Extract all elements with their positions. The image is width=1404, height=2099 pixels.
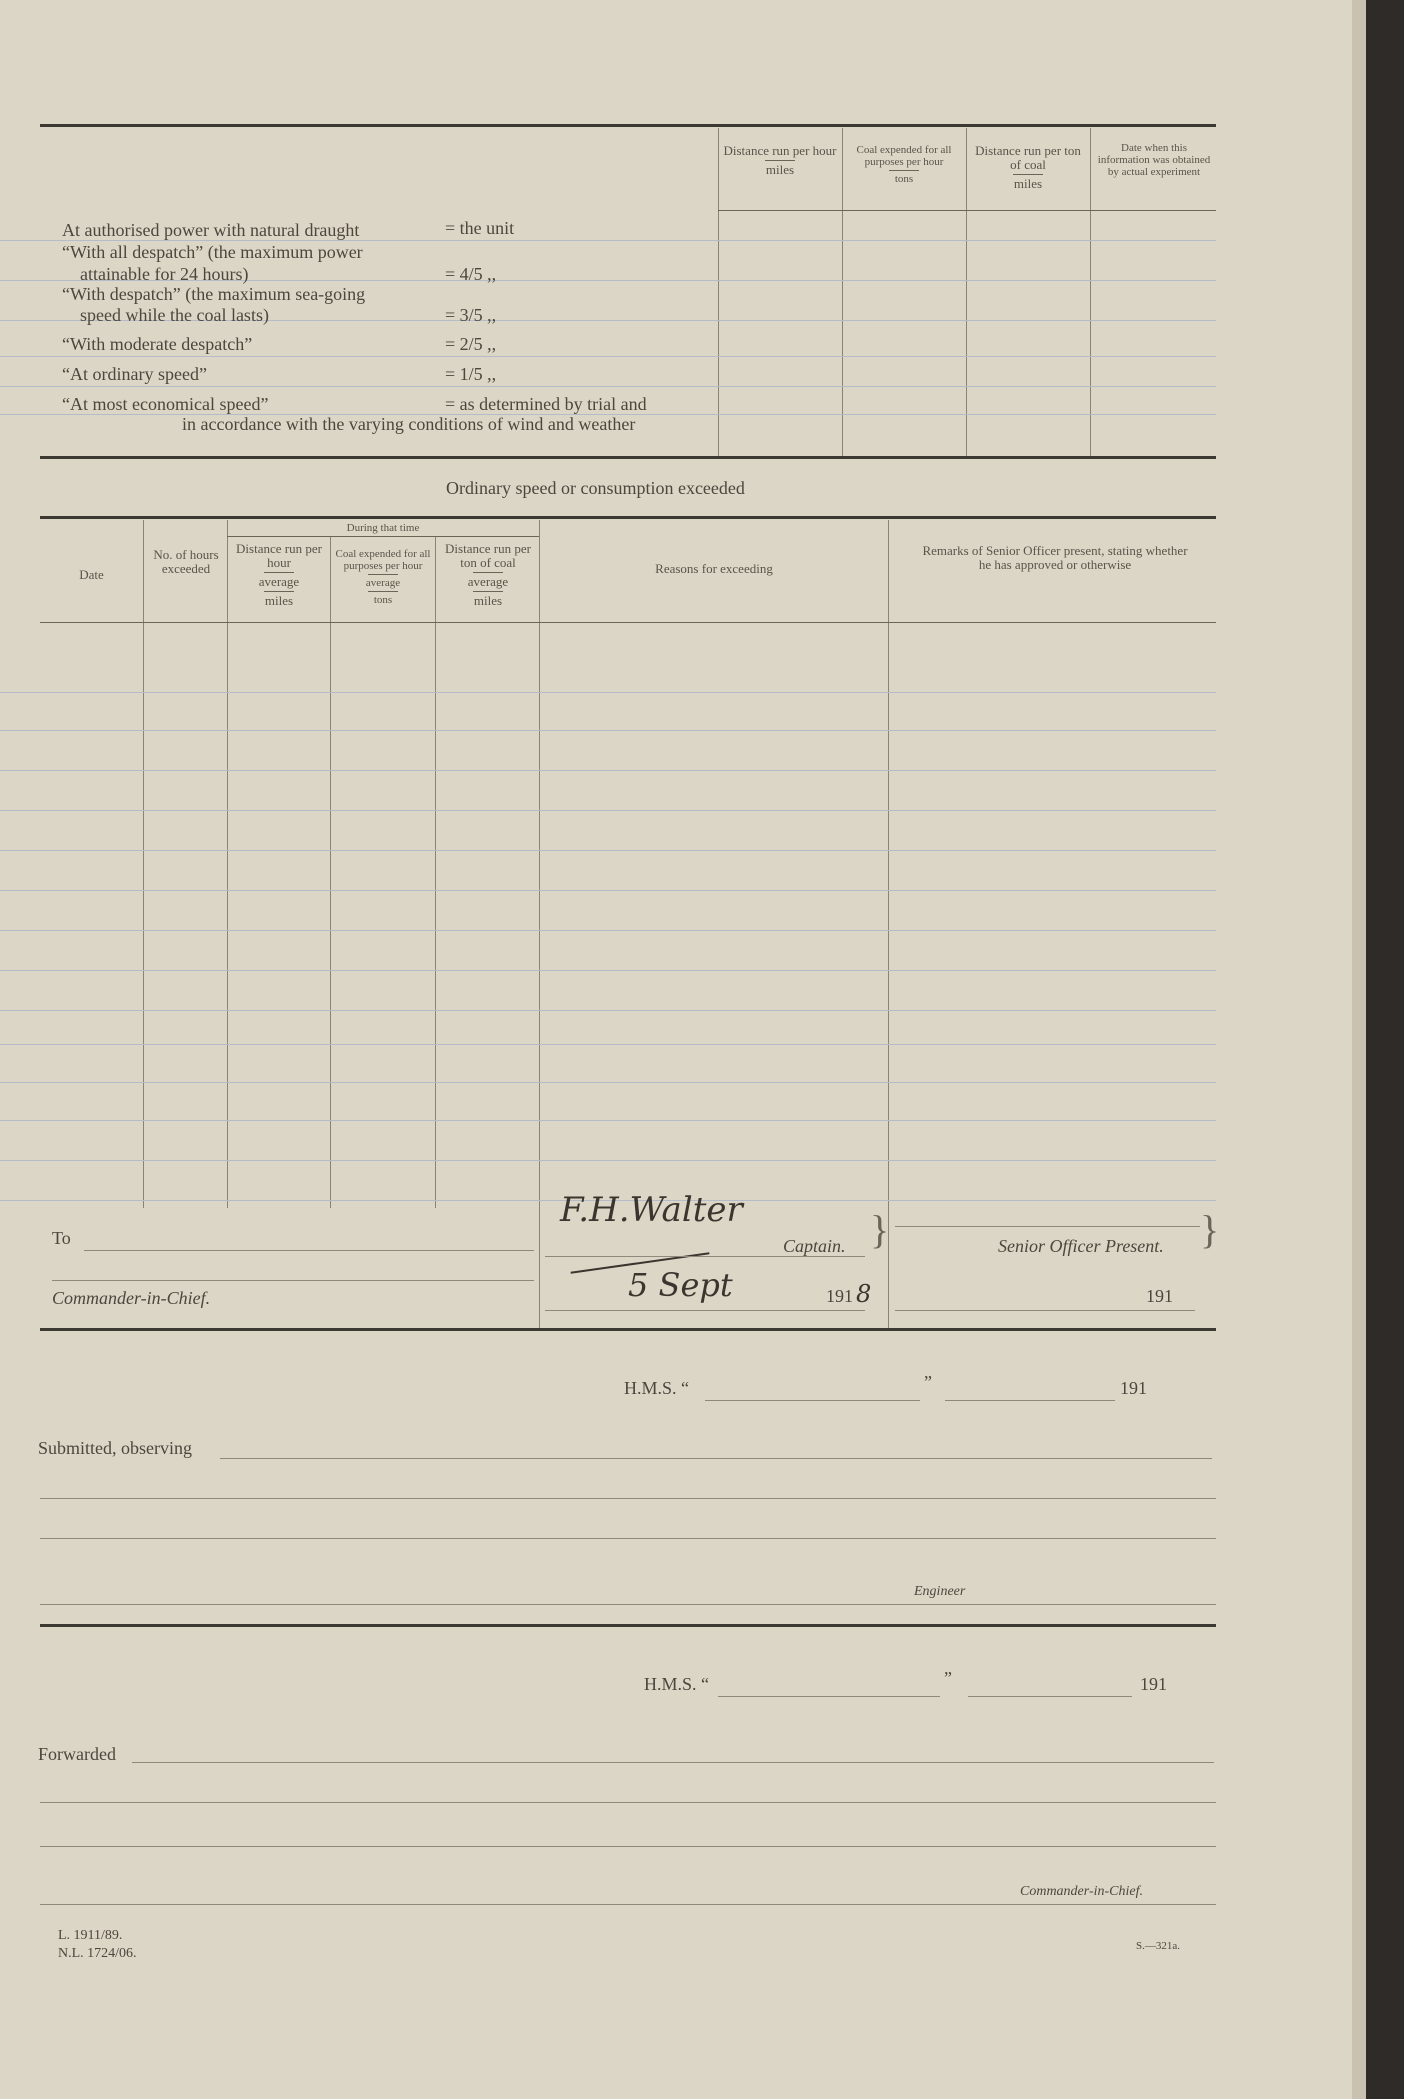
ruled-line: [0, 386, 1216, 387]
speed-row-value: = the unit: [445, 218, 515, 238]
to-label: To: [52, 1228, 71, 1248]
forward-line[interactable]: [132, 1762, 1214, 1763]
header-date-info: Date when this information was obtained by actual experiment: [1097, 142, 1211, 178]
speed-row-value: = 1/5 ,,: [445, 364, 497, 384]
engineer-label: Engineer: [914, 1584, 966, 1599]
col-line: [143, 520, 144, 1208]
hms-suffix: ”: [924, 1372, 932, 1392]
ship-name-line[interactable]: [718, 1696, 940, 1697]
year: 191: [1140, 1674, 1167, 1694]
ruled-line: [0, 930, 1216, 931]
page-edge: [1352, 0, 1366, 2099]
ruled-line: [0, 692, 1216, 693]
form-number: S.—321a.: [1136, 1940, 1180, 1952]
observation-line[interactable]: [40, 1538, 1216, 1539]
commander-label: Commander-in-Chief.: [1020, 1884, 1143, 1899]
ruled-line: [0, 850, 1216, 851]
speed-row-label-cont: in accordance with the varying conditions of wind and weather: [182, 414, 636, 434]
speed-row-label: “With despatch” (the maximum sea-going: [62, 284, 366, 304]
speed-row-label: “At most economical speed”: [62, 394, 269, 414]
col-distance-hour: Distance run per hour average miles: [236, 541, 322, 608]
senior-officer-label: Senior Officer Present.: [998, 1236, 1164, 1256]
year-print: 191: [826, 1286, 853, 1306]
brace: }: [1200, 1207, 1220, 1252]
brace: }: [870, 1207, 890, 1252]
col-line: [539, 520, 540, 1328]
col-hours: No. of hours exceeded: [153, 547, 219, 576]
year2: 191: [1146, 1286, 1173, 1306]
forward-line[interactable]: [40, 1802, 1216, 1803]
observation-line[interactable]: [220, 1458, 1212, 1459]
captain-label: Captain.: [783, 1236, 846, 1256]
senior-line[interactable]: [895, 1226, 1200, 1227]
section-rule: [40, 1624, 1216, 1627]
ruled-line: [0, 1044, 1216, 1045]
ruled-line: [0, 1010, 1216, 1011]
col-line: [330, 536, 331, 1208]
engineer-line[interactable]: [40, 1604, 1216, 1605]
col-distance-ton: Distance run per ton of coal average miles: [445, 541, 531, 608]
forward-line[interactable]: [40, 1904, 1216, 1905]
section-rule: [40, 456, 1216, 459]
speed-row-value: = 4/5 ,,: [445, 264, 497, 284]
ruled-line: [0, 890, 1216, 891]
date-line[interactable]: [968, 1696, 1132, 1697]
ruled-line: [0, 1120, 1216, 1121]
exceeded-title: Ordinary speed or consumption exceeded: [446, 478, 745, 498]
col-line: [718, 128, 719, 458]
hms-suffix: ”: [944, 1668, 952, 1688]
speed-row-label: “With all despatch” (the maximum power: [62, 242, 363, 262]
speed-row-label: At authorised power with natural draught: [62, 220, 360, 240]
col-date: Date: [79, 567, 104, 582]
ship-name-line[interactable]: [705, 1400, 920, 1401]
year-handwritten: 8: [856, 1280, 872, 1308]
commander-label: Commander-in-Chief.: [52, 1288, 211, 1308]
speed-row-value: = as determined by trial and: [445, 394, 647, 414]
forwarded-label: Forwarded: [38, 1744, 116, 1764]
col-reasons: Reasons for exceeding: [655, 561, 773, 576]
hms-prefix: H.M.S. “: [644, 1674, 710, 1694]
ruled-line: [0, 970, 1216, 971]
speed-row-label: “With moderate despatch”: [62, 334, 253, 354]
section-rule: [40, 516, 1216, 519]
speed-row-label: “At ordinary speed”: [62, 364, 207, 384]
reference-2: N.L. 1724/06.: [58, 1946, 137, 1961]
to-line[interactable]: [52, 1280, 534, 1281]
top-rule: [40, 124, 1216, 127]
reference-1: L. 1911/89.: [58, 1928, 123, 1943]
observation-line[interactable]: [40, 1498, 1216, 1499]
year: 191: [1120, 1378, 1147, 1398]
col-remarks: Remarks of Senior Officer present, stating whether he has approved or otherwise: [922, 543, 1188, 572]
ruled-line: [0, 356, 1216, 357]
during-underline: [227, 536, 539, 537]
date-line[interactable]: [945, 1400, 1115, 1401]
during-label: During that time: [346, 522, 420, 534]
col-line: [435, 536, 436, 1208]
ruled-line: [0, 730, 1216, 731]
senior-date-line[interactable]: [895, 1310, 1195, 1311]
ruled-line: [0, 810, 1216, 811]
date-handwritten: 5 Sept: [628, 1266, 733, 1304]
col-line: [842, 128, 843, 458]
ruled-line: [0, 1082, 1216, 1083]
scan-background: [1366, 0, 1404, 2099]
header-distance-per-ton: Distance run per ton of coal miles: [975, 143, 1081, 191]
header-coal-expended: Coal expended for all purposes per hour tons: [856, 144, 952, 185]
col-line: [1090, 128, 1091, 458]
col-line: [227, 520, 228, 1208]
speed-row-value: = 2/5 ,,: [445, 334, 497, 354]
header-underline: [718, 210, 1216, 211]
ruled-line: [0, 1160, 1216, 1161]
col-coal: Coal expended for all purposes per hour average tons: [335, 548, 431, 606]
header-underline: [40, 622, 1216, 623]
ruled-line: [0, 770, 1216, 771]
hms-prefix: H.M.S. “: [624, 1378, 690, 1398]
date-line[interactable]: [545, 1310, 865, 1311]
speed-row-label-cont: speed while the coal lasts): [80, 305, 269, 325]
captain-signature: F.H.Walter: [560, 1190, 743, 1230]
section-rule: [40, 1328, 1216, 1331]
col-line: [966, 128, 967, 458]
speed-row-label-cont: attainable for 24 hours): [80, 264, 249, 284]
header-distance-per-hour: Distance run per hour miles: [723, 143, 837, 177]
speed-row-value: = 3/5 ,,: [445, 305, 497, 325]
submitted-label: Submitted, observing: [38, 1438, 192, 1458]
to-line[interactable]: [84, 1250, 534, 1251]
forward-line[interactable]: [40, 1846, 1216, 1847]
